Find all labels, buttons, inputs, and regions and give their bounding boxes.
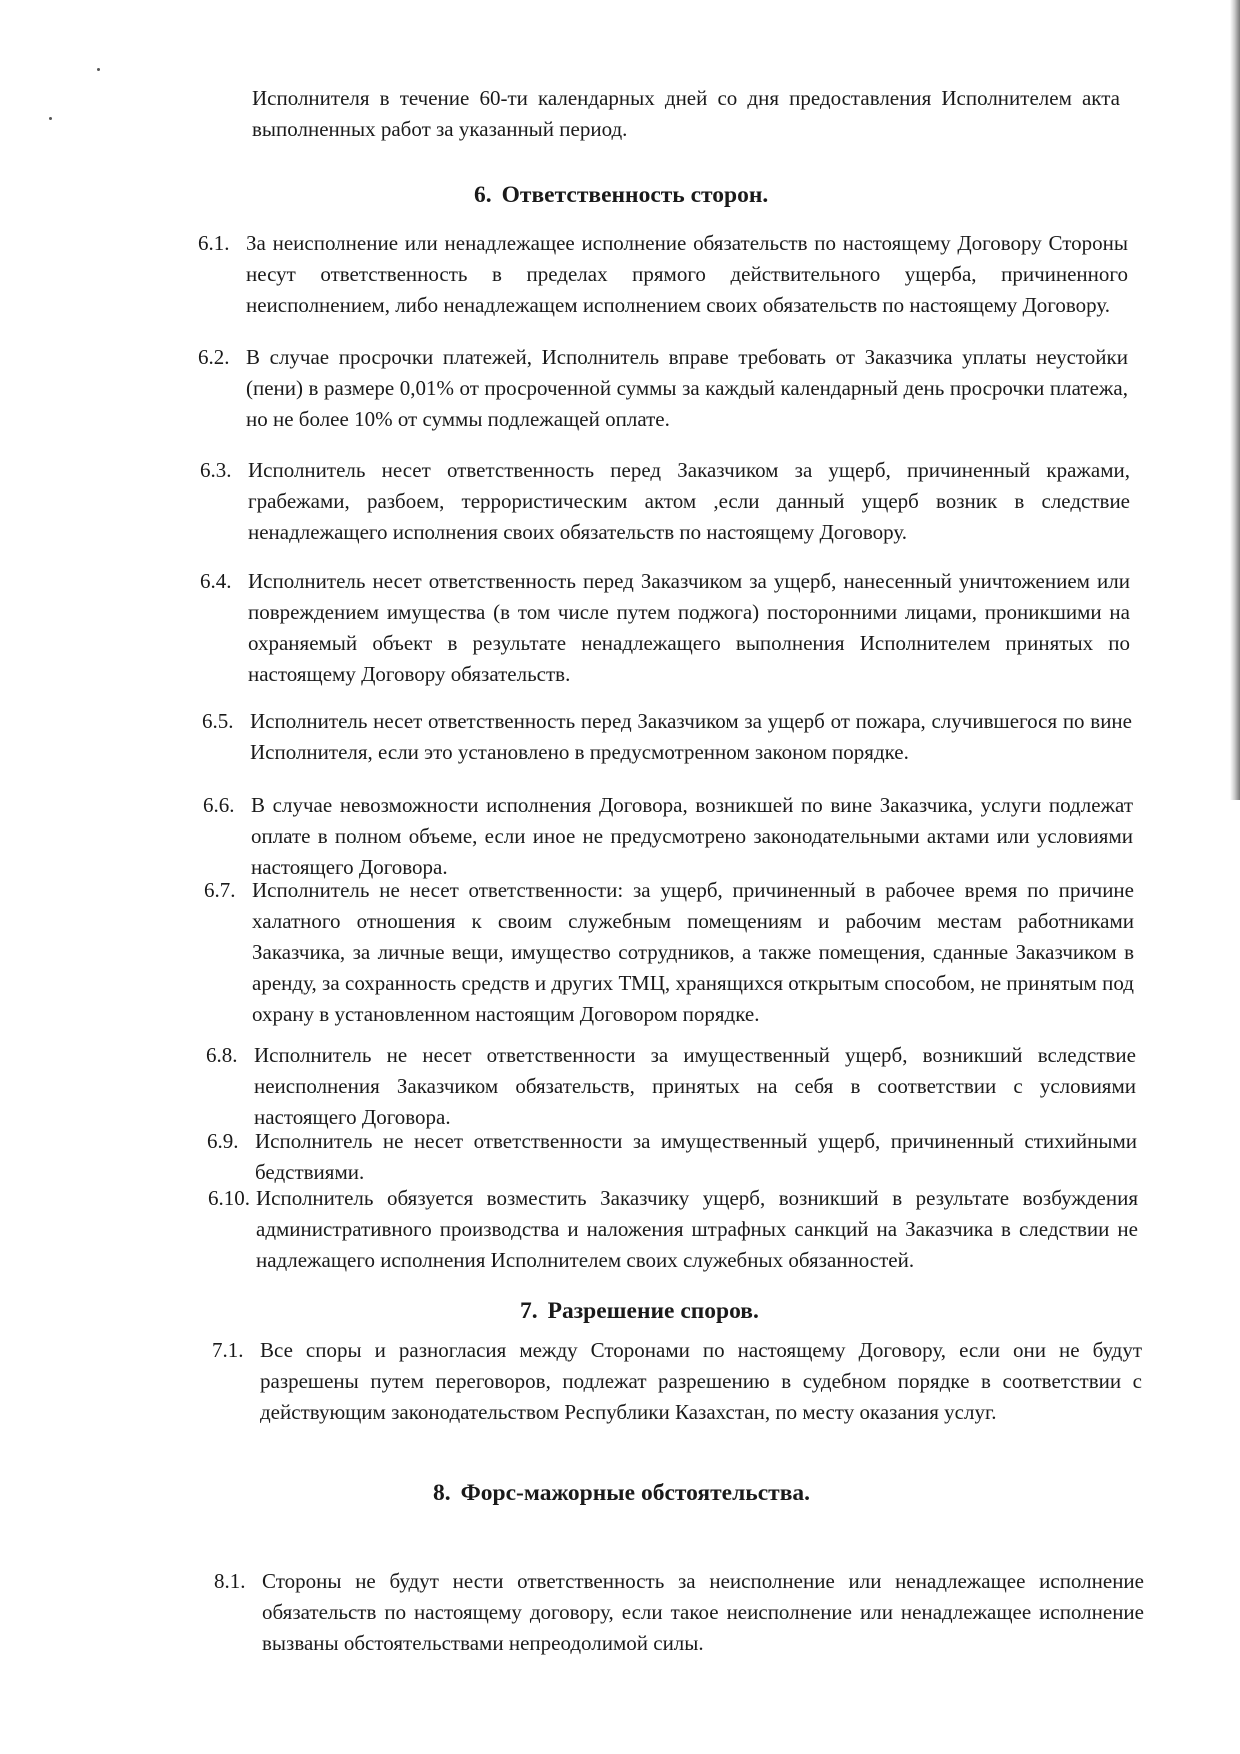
clause-number: 6.8. xyxy=(206,1043,238,1067)
clause-text: В случае невозможности исполнения Договора, возникшей по вине Заказчика, услуги подлежат оплате в полном объеме, если иное не предусмотрено законодательными актами или условиями настоящего Договора. xyxy=(251,793,1133,879)
clause-text: Исполнитель не несет ответственности за имущественный ущерб, причиненный стихийными бедствиями. xyxy=(255,1129,1137,1184)
section-6-heading xyxy=(474,182,768,209)
clause-number: 6.5. xyxy=(202,709,234,733)
clause-text: Исполнитель несет ответственность перед Заказчиком за ущерб от пожара, случившегося по вине Исполнителя, если это установлено в предусмотренном законом порядке. xyxy=(250,709,1132,764)
clause-number: 6.6. xyxy=(203,793,235,817)
clause-number: 6.2. xyxy=(198,345,230,369)
clause-number: 6.4. xyxy=(200,569,232,593)
clause-number: 6.9. xyxy=(207,1129,239,1153)
clause-8-1 xyxy=(214,1566,1144,1659)
clause-7-1 xyxy=(212,1335,1142,1428)
section-title: Разрешение споров. xyxy=(547,1298,759,1324)
section-number: 7. xyxy=(520,1298,538,1324)
clause-text: Исполнитель несет ответственность перед Заказчиком за ущерб, нанесенный уничтожением или повреждением имущества (в том числе путем поджога) посторонними лицами, проникшими на охраняемый объект в результате ненадлежащего выполнения Исполнителем принятых по настоящему Договору обязательств. xyxy=(248,569,1130,686)
clause-6-7 xyxy=(204,875,1134,1030)
clause-6-6 xyxy=(203,790,1133,883)
intro-paragraph: Исполнителя в течение 60-ти календарных дней со дня предоставления Исполнителем акта выполненных работ за указанный период. xyxy=(252,86,1120,141)
clause-text: За неисполнение или ненадлежащее исполнение обязательств по настоящему Договору Стороны несут ответственность в пределах прямого действительного ущерба, причиненного неисполнением, либо ненадлежащем исполнением своих обязательств по настоящему Договору. xyxy=(246,231,1128,317)
clause-number: 6.1. xyxy=(198,231,230,255)
clause-6-5 xyxy=(202,706,1132,768)
clause-6-8 xyxy=(206,1040,1136,1133)
section-title: Форс-мажорные обстоятельства. xyxy=(460,1480,811,1506)
section-number: 8. xyxy=(433,1480,451,1506)
section-8-heading xyxy=(433,1480,810,1507)
clause-6-2 xyxy=(198,342,1128,435)
clause-number: 6.10. xyxy=(208,1186,250,1210)
clause-6-3 xyxy=(200,455,1130,548)
section-7-heading xyxy=(520,1298,759,1325)
section-number: 6. xyxy=(474,182,492,208)
clause-text: Исполнитель не несет ответственности за имущественный ущерб, возникший вследствие неисполнения Заказчиком обязательств, принятых на себя в соответствии с условиями настоящего Договора. xyxy=(254,1043,1136,1129)
clause-6-1 xyxy=(198,228,1128,321)
clause-text: Исполнитель обязуется возместить Заказчику ущерб, возникший в результате возбуждения административного производства и наложения штрафных санкций на Заказчика в следствии не надлежащего исполнения Исполнителем своих служебных обязанностей. xyxy=(256,1186,1138,1272)
clause-text: Стороны не будут нести ответственность за неисполнение или ненадлежащее исполнение обязательств по настоящему договору, если такое неисполнение или ненадлежащее исполнение вызваны обстоятельствами непреодолимой силы. xyxy=(262,1569,1144,1655)
clause-text: Все споры и разногласия между Сторонами по настоящему Договору, если они не будут разрешены путем переговоров, подлежат разрешению в судебном порядке в соответствии с действующим законодательством Республики Казахстан, по месту оказания услуг. xyxy=(260,1338,1142,1424)
clause-6-4 xyxy=(200,566,1130,690)
section-title: Ответственность сторон. xyxy=(501,182,769,208)
clause-number: 8.1. xyxy=(214,1569,246,1593)
clause-6-9 xyxy=(207,1126,1137,1188)
clause-text: В случае просрочки платежей, Исполнитель вправе требовать от Заказчика уплаты неустойки (пени) в размере 0,01% от просроченной суммы за каждый календарный день просрочки платежа, но не более 10% от суммы подлежащей оплате. xyxy=(246,345,1128,431)
clause-text: Исполнитель несет ответственность перед Заказчиком за ущерб, причиненный кражами, грабежами, разбоем, террористическим актом ,если данный ущерб возник в следствие ненадлежащего исполнения своих обязательств по настоящему Договору. xyxy=(248,458,1130,544)
clause-number: 7.1. xyxy=(212,1338,244,1362)
clause-number: 6.7. xyxy=(204,878,236,902)
clause-6-10 xyxy=(208,1183,1138,1276)
clause-text: Исполнитель не несет ответственности: за ущерб, причиненный в рабочее время по причине халатного отношения к своим служебным помещениям и рабочим местам работниками Заказчика, за личные вещи, имущество сотрудников, а также помещения, сданные Заказчиком в аренду, за сохранность средств и других ТМЦ, хранящихся открытым способом, не принятым под охрану в установленном настоящим Договором порядке. xyxy=(252,878,1134,1026)
clause-number: 6.3. xyxy=(200,458,232,482)
